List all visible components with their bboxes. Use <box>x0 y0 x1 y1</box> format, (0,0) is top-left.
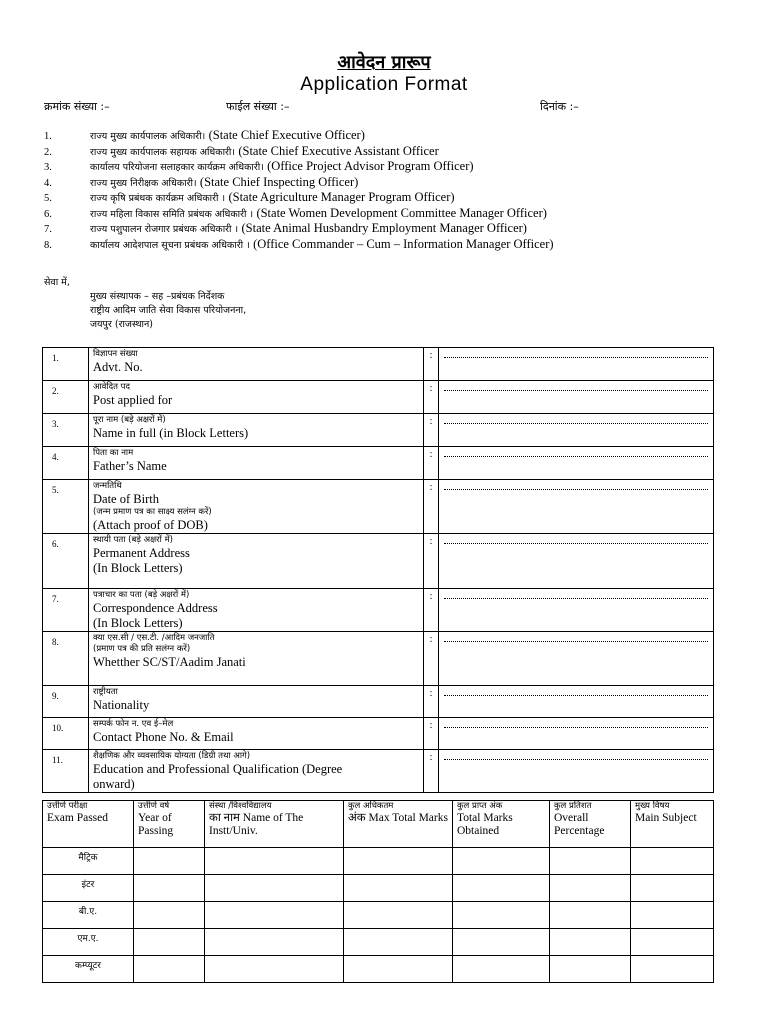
year-cell[interactable] <box>134 848 205 875</box>
row-colon: : <box>424 632 439 686</box>
row-number: 6. <box>43 534 89 589</box>
application-form-table <box>42 347 714 793</box>
year-cell[interactable] <box>134 875 205 902</box>
row-colon: : <box>424 534 439 589</box>
row-number: 8. <box>43 632 89 686</box>
row-label: मैट्रिक <box>43 848 134 875</box>
marks-obtained-cell[interactable] <box>453 956 550 983</box>
subject-cell[interactable] <box>631 956 714 983</box>
row-colon: : <box>424 589 439 632</box>
addressee-line-2: राष्ट्रीय आदिम जाति सेवा विकास परियोजनना, <box>90 305 247 316</box>
designation-item: 7. राज्य पशुपालन रोजगार प्रबंधक अधिकारी । (State Animal Husbandry Employment Manager Officer) <box>44 221 527 235</box>
year-cell[interactable] <box>134 902 205 929</box>
contact-field[interactable] <box>439 718 714 750</box>
marks-obtained-cell[interactable] <box>453 902 550 929</box>
row-colon: : <box>424 718 439 750</box>
subject-cell[interactable] <box>631 929 714 956</box>
row-label: एम.ए. <box>43 929 134 956</box>
row-label: पत्राचार का पता (बड़े अक्षरों में) Correspondence Address (In Block Letters) <box>89 589 424 632</box>
serial-number-label: क्रमांक संख्या :– <box>44 100 110 113</box>
designation-item: 1. राज्य मुख्य कार्यपालक अधिकारी। (State Chief Executive Officer) <box>44 128 365 142</box>
subject-cell[interactable] <box>631 848 714 875</box>
row-label: जन्मतिथि Date of Birth (जन्म प्रमाण पत्र का साक्ष्य सलंग्न करें) (Attach proof of DOB) <box>89 480 424 534</box>
advt-no-field[interactable] <box>439 348 714 381</box>
dob-field[interactable] <box>439 480 714 534</box>
permanent-address-field[interactable] <box>439 534 714 589</box>
institution-cell[interactable] <box>205 902 344 929</box>
row-label: पूरा नाम (बड़े अक्षरों में) Name in full (in Block Letters) <box>89 414 424 447</box>
post-applied-field[interactable] <box>439 381 714 414</box>
full-name-field[interactable] <box>439 414 714 447</box>
subject-cell[interactable] <box>631 902 714 929</box>
max-marks-cell[interactable] <box>344 848 453 875</box>
education-header-row <box>43 801 714 848</box>
education-table <box>42 800 714 983</box>
max-marks-cell[interactable] <box>344 956 453 983</box>
row-colon: : <box>424 348 439 381</box>
qualification-field[interactable] <box>439 750 714 793</box>
row-number: 7. <box>43 589 89 632</box>
header-marks-obtained: कुल प्राप्त अंक Total Marks Obtained <box>453 801 550 848</box>
row-label: पिता का नाम Father’s Name <box>89 447 424 480</box>
percentage-cell[interactable] <box>550 848 631 875</box>
form-row-qualification <box>43 750 714 793</box>
title-hindi: आवेदन प्रारूप <box>337 52 431 73</box>
row-number: 2. <box>43 381 89 414</box>
percentage-cell[interactable] <box>550 875 631 902</box>
category-field[interactable] <box>439 632 714 686</box>
header-institution: संस्था /विश्वविद्यालय का नाम Name of The Instt/Univ. <box>205 801 344 848</box>
header-main-subject: मुख्य विषय Main Subject <box>631 801 714 848</box>
header-year-of-passing: उत्तीर्ण वर्ष Year of Passing <box>134 801 205 848</box>
education-row-matric <box>43 848 714 875</box>
row-label: कम्प्यूटर <box>43 956 134 983</box>
form-row-advt-no <box>43 348 714 381</box>
form-row-category <box>43 632 714 686</box>
header-max-marks: कुल अधिकतम अंक Max Total Marks <box>344 801 453 848</box>
row-label: विज्ञापन संख्या Advt. No. <box>89 348 424 381</box>
designation-item: 3. कार्यालय परियोजना सलाहकार कार्यक्रम अधिकारी। (Office Project Advisor Program Officer) <box>44 159 474 173</box>
year-cell[interactable] <box>134 929 205 956</box>
education-row-inter <box>43 875 714 902</box>
row-label: सम्पर्क फोन न. एव ई–मेल Contact Phone No. & Email <box>89 718 424 750</box>
designation-item: 2. राज्य मुख्य कार्यपालक सहायक अधिकारी। (State Chief Executive Assistant Officer <box>44 144 439 158</box>
designation-item: 5. राज्य कृषि प्रबंधक कार्यक्रम अधिकारी । (State Agriculture Manager Program Officer) <box>44 190 455 204</box>
education-row-computer <box>43 956 714 983</box>
date-label: दिनांक :– <box>540 100 579 113</box>
percentage-cell[interactable] <box>550 902 631 929</box>
designation-item: 6. राज्य महिला विकास समिति प्रबंधक अधिकारी । (State Women Development Committee Manager Officer) <box>44 206 547 220</box>
institution-cell[interactable] <box>205 848 344 875</box>
addressee-line-3: जयपुर (राजस्थान) <box>90 319 153 330</box>
row-label: स्थायी पता (बड़े अक्षरों में) Permanent Address (In Block Letters) <box>89 534 424 589</box>
max-marks-cell[interactable] <box>344 929 453 956</box>
marks-obtained-cell[interactable] <box>453 929 550 956</box>
father-name-field[interactable] <box>439 447 714 480</box>
row-number: 10. <box>43 718 89 750</box>
row-number: 4. <box>43 447 89 480</box>
title-english: Application Format <box>300 74 468 95</box>
max-marks-cell[interactable] <box>344 902 453 929</box>
row-number: 5. <box>43 480 89 534</box>
salutation: सेवा में, <box>44 277 70 288</box>
form-row-nationality <box>43 686 714 718</box>
row-label: क्या एस.सी / एस.टी. /आदिम जनजाति (प्रमाण पत्र की प्रति सलंग्न करें) Whetther SC/ST/Aadim Janati <box>89 632 424 686</box>
designation-item: 4. राज्य मुख्य निरीक्षक अधिकारी। (State Chief Inspecting Officer) <box>44 175 359 189</box>
form-row-post <box>43 381 714 414</box>
row-label: शैक्षणिक और व्यवसायिक योग्यता (डिग्री तथा आगे) Education and Professional Qualification (Degree onward) <box>89 750 424 793</box>
nationality-field[interactable] <box>439 686 714 718</box>
row-number: 3. <box>43 414 89 447</box>
max-marks-cell[interactable] <box>344 875 453 902</box>
row-label: राष्ट्रीयता Nationality <box>89 686 424 718</box>
form-row-dob <box>43 480 714 534</box>
form-row-name <box>43 414 714 447</box>
header-percentage: कुल प्रतिशत Overall Percentage <box>550 801 631 848</box>
institution-cell[interactable] <box>205 929 344 956</box>
row-label: आवेदित पद Post applied for <box>89 381 424 414</box>
marks-obtained-cell[interactable] <box>453 875 550 902</box>
row-colon: : <box>424 414 439 447</box>
row-number: 1. <box>43 348 89 381</box>
row-colon: : <box>424 480 439 534</box>
row-colon: : <box>424 686 439 718</box>
correspondence-address-field[interactable] <box>439 589 714 632</box>
subject-cell[interactable] <box>631 875 714 902</box>
institution-cell[interactable] <box>205 956 344 983</box>
form-row-father-name <box>43 447 714 480</box>
form-row-contact <box>43 718 714 750</box>
row-colon: : <box>424 381 439 414</box>
addressee-line-1: मुख्य संस्थापक – सह –प्रबंधक निर्देशक <box>90 291 225 302</box>
header-exam-passed: उत्तीर्ण परीक्षा Exam Passed <box>43 801 134 848</box>
marks-obtained-cell[interactable] <box>453 848 550 875</box>
designation-item: 8. कार्यालय आदेशपाल सूचना प्रबंधक अधिकारी । (Office Commander – Cum – Information Manager Officer) <box>44 237 554 251</box>
form-row-permanent-address <box>43 534 714 589</box>
education-row-ba <box>43 902 714 929</box>
percentage-cell[interactable] <box>550 929 631 956</box>
row-number: 9. <box>43 686 89 718</box>
year-cell[interactable] <box>134 956 205 983</box>
file-number-label: फाईल संख्या :– <box>226 100 290 113</box>
row-colon: : <box>424 750 439 793</box>
row-label: इंटर <box>43 875 134 902</box>
institution-cell[interactable] <box>205 875 344 902</box>
education-row-ma <box>43 929 714 956</box>
row-colon: : <box>424 447 439 480</box>
percentage-cell[interactable] <box>550 956 631 983</box>
row-label: बी.ए. <box>43 902 134 929</box>
row-number: 11. <box>43 750 89 793</box>
form-row-correspondence-address <box>43 589 714 632</box>
